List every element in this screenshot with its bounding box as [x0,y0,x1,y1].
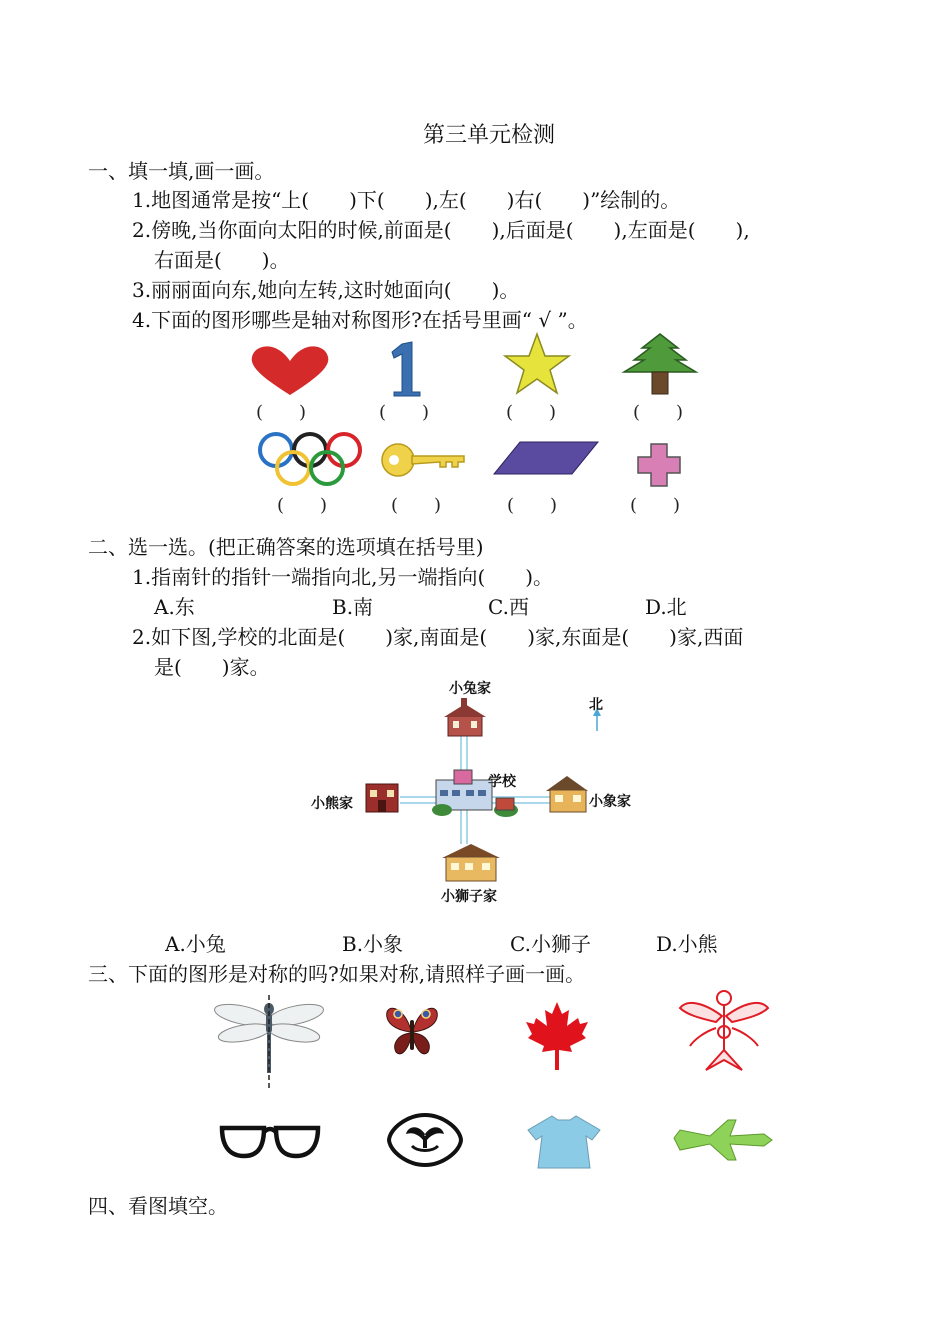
rabbit-house-icon [444,698,486,736]
option-2-2-c: C.小狮子 [510,932,591,956]
label-bear-home: 小熊家 [311,796,353,812]
question-2-1: 1.指南针的指针一端指向北,另一端指向( )。 [132,565,554,589]
question-1-2-line1: 2.傍晚,当你面向太阳的时候,前面是( ),后面是( ),左面是( ), [132,218,750,242]
cross-icon [636,442,682,488]
elephant-house-icon [546,776,588,812]
answer-paren-tree[interactable]: ( ) [633,402,684,423]
maple-leaf-icon [524,1000,590,1072]
answer-paren-star[interactable]: ( ) [506,402,557,423]
question-1-1: 1.地图通常是按“上( )下( ),左( )右( )”绘制的。 [132,188,681,212]
question-1-4: 4.下面的图形哪些是轴对称图形?在括号里画“ √ ”。 [132,308,588,332]
answer-paren-one[interactable]: ( ) [379,402,430,423]
olympic-rings-icon [254,430,366,490]
label-rabbit-home: 小兔家 [449,681,491,697]
section-2-heading: 二、选一选。(把正确答案的选项填在括号里) [88,535,484,559]
bird-kite-icon [676,988,772,1074]
star-icon [502,332,572,396]
emblem-icon [386,1112,464,1168]
section-1-heading: 一、填一填,画一画。 [88,159,275,183]
lion-house-icon [442,844,500,881]
dragonfly-icon [212,995,326,1091]
dress-icon [526,1114,602,1170]
question-2-2-line1: 2.如下图,学校的北面是( )家,南面是( )家,东面是( )家,西面 [132,625,744,649]
answer-paren-cross[interactable]: ( ) [630,495,681,516]
label-elephant-home: 小象家 [589,794,631,810]
question-2-2-line2: 是( )家。 [154,655,270,679]
option-2-1-d: D.北 [645,595,687,619]
section-3-heading: 三、下面的图形是对称的吗?如果对称,请照样子画一画。 [88,962,586,986]
option-2-2-d: D.小熊 [656,932,718,956]
heart-icon [248,345,332,397]
answer-paren-heart[interactable]: ( ) [256,402,307,423]
tree-icon [620,332,700,396]
number-one-icon [388,340,424,398]
page-title: 第三单元检测 [423,123,556,148]
answer-paren-key[interactable]: ( ) [391,495,442,516]
butterfly-icon [384,1002,440,1060]
option-2-2-a: A.小兔 [165,932,226,956]
section-4-heading: 四、看图填空。 [88,1194,228,1218]
answer-paren-rings[interactable]: ( ) [277,495,328,516]
option-2-1-a: A.东 [154,595,195,619]
answer-paren-parallelogram[interactable]: ( ) [507,495,558,516]
option-2-2-b: B.小象 [342,932,404,956]
question-1-3: 3.丽丽面向东,她向左转,这时她面向( )。 [132,278,520,302]
label-north: 北 [589,697,603,713]
parallelogram-icon [492,440,602,476]
label-lion-home: 小狮子家 [441,889,497,905]
label-school: 学校 [488,774,516,790]
option-2-1-b: B.南 [332,595,374,619]
option-2-1-c: C.西 [488,595,529,619]
bear-house-icon [366,784,398,812]
airplane-icon [670,1116,774,1164]
question-1-2-line2: 右面是( )。 [154,248,290,272]
key-icon [380,440,468,480]
glasses-icon [218,1118,322,1166]
